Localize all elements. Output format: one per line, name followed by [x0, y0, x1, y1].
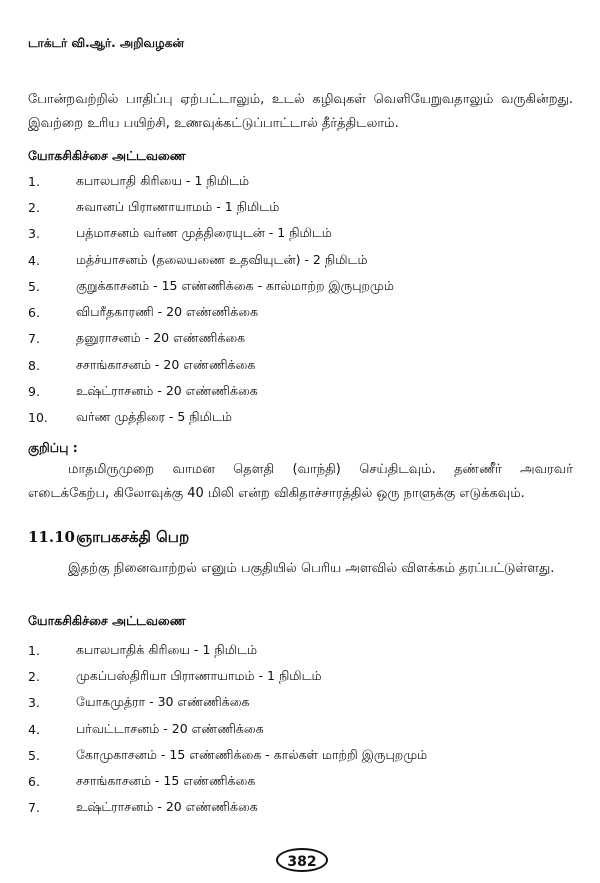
section-number: 11.10: [28, 528, 75, 546]
item-text: மத்ச்யாசனம் (தலையணை உதவியுடன்) - 2 நிமிடம்: [76, 251, 368, 267]
item-text: தனுராசனம் - 20 எண்ணிக்கை: [76, 330, 246, 346]
item-number: 2.: [28, 199, 40, 215]
note-paragraph: மாதமிருமுறை வாமன தௌதி (வாந்தி) செய்திடவும். தண்ணீர் அவரவர் எடைக்கேற்ப, கிலோவுக்கு 40 மிலி என்ற விகிதாச்சாரத்தில் ஒரு நாளுக்கு எடுக்கவும்.: [28, 462, 573, 501]
schedule-heading-2: யோகசிகிச்சை அட்டவணை: [28, 613, 186, 628]
list-item: [28, 637, 427, 663]
item-number: 2.: [28, 668, 40, 684]
item-number: 4.: [28, 721, 40, 737]
item-text: முகப்பஸ்திரியா பிராணாயாமம் - 1 நிமிடம்: [76, 667, 322, 683]
item-text: கபாலபாதிக் கிரியை - 1 நிமிடம்: [76, 641, 258, 657]
list-item: [28, 326, 394, 352]
list-item: [28, 690, 427, 716]
list-item: [28, 247, 394, 273]
section-heading: [28, 528, 189, 548]
list-item: [28, 663, 427, 689]
list-item: [28, 273, 394, 299]
list-item: [28, 221, 394, 247]
item-text: உஷ்ட்ராசனம் - 20 எண்ணிக்கை: [76, 383, 258, 399]
list-item: [28, 194, 394, 220]
item-text: சசாங்காசனம் - 15 எண்ணிக்கை: [76, 773, 256, 789]
list-item: [28, 405, 394, 431]
list-item: [28, 378, 394, 404]
list-item: [28, 168, 394, 194]
section-title: ஞாபகசக்தி பெற: [76, 528, 190, 546]
item-text: உஷ்ட்ராசனம் - 20 எண்ணிக்கை: [76, 799, 258, 815]
item-text: குறுக்காசனம் - 15 எண்ணிக்கை - கால்மாற்ற இருபுறமும்: [76, 277, 394, 293]
item-text: சசாங்காசனம் - 20 எண்ணிக்கை: [76, 356, 256, 372]
item-number: 6.: [28, 305, 40, 321]
note-heading: குறிப்பு :: [28, 440, 78, 455]
item-text: பர்வட்டாசனம் - 20 எண்ணிக்கை: [76, 720, 264, 736]
item-number: 3.: [28, 695, 40, 711]
item-number: 1.: [28, 642, 40, 658]
item-number: 6.: [28, 774, 40, 790]
section-paragraph: இதற்கு நினைவாற்றல் எனும் பகுதியில் பெரிய அளவில் விளக்கம் தரப்பட்டுள்ளது.: [68, 561, 555, 576]
page-number: 382: [276, 848, 328, 872]
item-number: 9.: [28, 384, 40, 400]
list-item: [28, 299, 394, 325]
item-text: கோமுகாசனம் - 15 எண்ணிக்கை - கால்கள் மாற்றி இருபுறமும்: [76, 746, 428, 762]
schedule-heading-1: யோகசிகிச்சை அட்டவணை: [28, 148, 186, 163]
item-text: சுவானப் பிராணாயாமம் - 1 நிமிடம்: [76, 198, 280, 214]
item-text: வர்ண முத்திரை - 5 நிமிடம்: [76, 409, 232, 425]
schedule-list-2: [28, 637, 427, 821]
item-number: 5.: [28, 747, 40, 763]
schedule-list-1: [28, 168, 394, 431]
item-number: 1.: [28, 173, 40, 189]
item-number: 10.: [28, 410, 48, 426]
item-number: 8.: [28, 357, 40, 373]
item-text: யோகமுத்ரா - 30 எண்ணிக்கை: [76, 694, 250, 710]
list-item: [28, 716, 427, 742]
item-number: 5.: [28, 278, 40, 294]
item-number: 7.: [28, 331, 40, 347]
item-text: பத்மாசனம் வர்ண முத்திரையுடன் - 1 நிமிடம்: [76, 225, 332, 241]
item-number: 4.: [28, 252, 40, 268]
item-text: கபாலபாதி கிரியை - 1 நிமிடம்: [76, 172, 250, 188]
intro-paragraph: போன்றவற்றில் பாதிப்பு ஏற்பட்டாலும், உடல் கழிவுகள் வெளியேறுவதாலும் வருகின்றது. இவற்றை உரிய பயிற்சி, உணவுக்கட்டுப்பாட்டால் தீர்த்திடலாம்.: [28, 92, 573, 131]
item-text: விபரீதகாரணி - 20 எண்ணிக்கை: [76, 304, 259, 320]
list-item: [28, 768, 427, 794]
item-number: 3.: [28, 226, 40, 242]
list-item: [28, 352, 394, 378]
list-item: [28, 795, 427, 821]
item-number: 7.: [28, 800, 40, 816]
running-header: டாக்டர் வி.ஆர். அறிவழகன்: [28, 36, 184, 50]
list-item: [28, 742, 427, 768]
